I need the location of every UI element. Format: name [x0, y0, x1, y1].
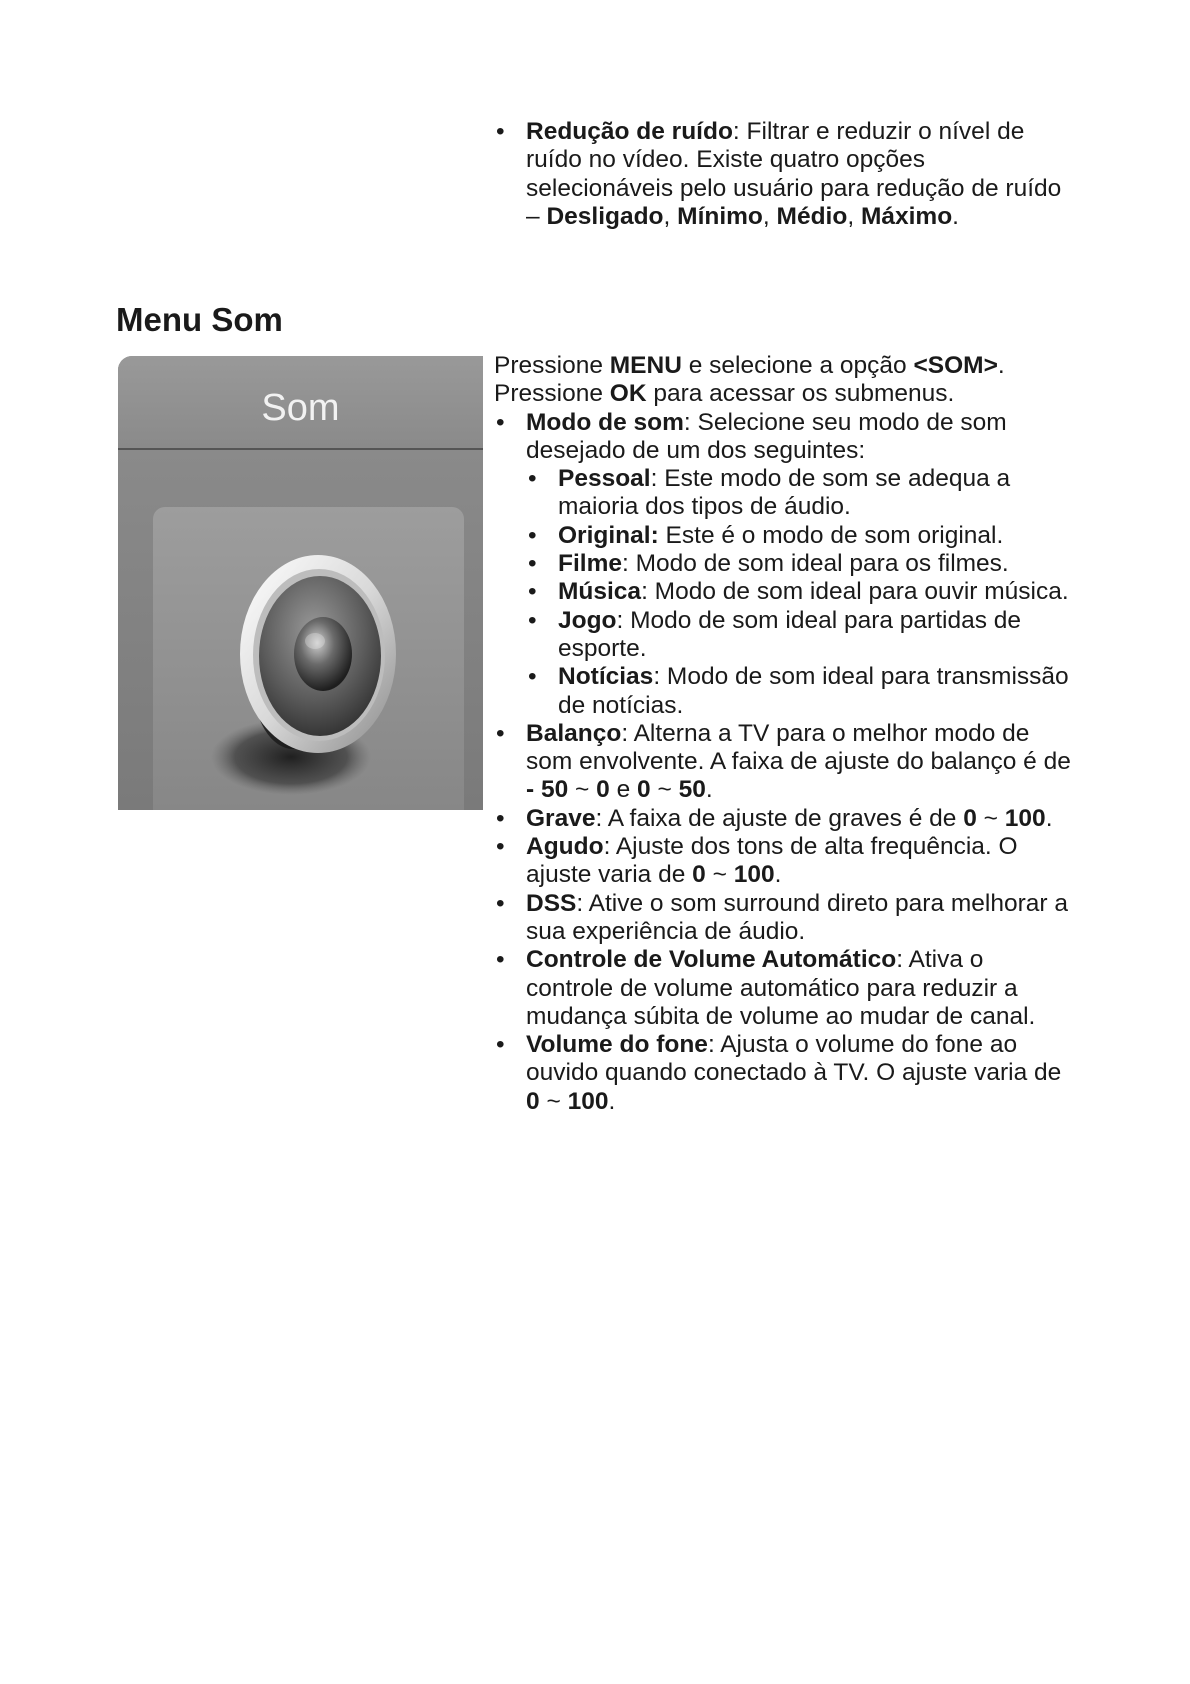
punctuation: .: [952, 202, 959, 230]
item-text: : Modo de som ideal para transmissão de notícias.: [558, 663, 1069, 719]
value-max: 100: [733, 861, 775, 889]
term-dss: DSS: [526, 889, 577, 917]
value-mid: 0: [637, 776, 651, 804]
item-text: : A faixa de ajuste de graves é de: [595, 804, 964, 832]
noise-reduction-list: [494, 118, 1074, 231]
punctuation: .: [997, 352, 1005, 379]
value-max: 50: [678, 776, 706, 804]
sound-menu-screen: [118, 356, 483, 810]
option-medio: Médio: [776, 202, 848, 230]
menu-key: MENU: [609, 352, 682, 379]
list-item-auto-volume: [494, 946, 1074, 1031]
intro-paragraph-2: [494, 380, 1074, 408]
term-modo-de-som: Modo de som: [526, 408, 684, 436]
range-sep: ~: [568, 776, 597, 804]
list-item-modo-de-som: [494, 409, 1074, 720]
term-grave: Grave: [526, 804, 596, 832]
range-sep: ~: [705, 861, 734, 889]
item-text: : Filtrar e reduzir o nível de ruído no vídeo. Existe quatro opções selecionáveis pelo usuário para redução de ruído –: [526, 118, 1062, 230]
term-balanco: Balanço: [526, 719, 622, 747]
punctuation: .: [1045, 804, 1053, 832]
separator: ,: [663, 202, 678, 230]
item-text: : Este modo de som se adequa a maioria dos tipos de áudio.: [558, 465, 1011, 521]
option-maximo: Máximo: [860, 202, 953, 230]
item-text: : Ativa o controle de volume automático para reduzir a mudança súbita de volume ao mudar de canal.: [526, 946, 1036, 1030]
term-agudo: Agudo: [526, 833, 604, 861]
punctuation: .: [608, 1087, 616, 1115]
value-min: 0: [692, 861, 706, 889]
list-item-dss: [494, 890, 1074, 947]
term-jogo: Jogo: [558, 606, 617, 634]
punctuation: .: [705, 776, 713, 804]
list-item-balanco: [494, 720, 1074, 805]
item-text: : Ajuste dos tons de alta frequência. O ajuste varia de: [526, 833, 1018, 889]
term-filme: Filme: [558, 550, 622, 578]
value-max: 100: [1004, 804, 1046, 832]
option-desligado: Desligado: [546, 202, 664, 230]
ok-key: OK: [609, 380, 647, 408]
list-item-noise-reduction: [494, 118, 1074, 231]
item-text: : Ajusta o volume do fone ao ouvido quando conectado à TV. O ajuste varia de: [526, 1031, 1062, 1087]
term-noticias: Notícias: [558, 663, 654, 691]
intro-text: Pressione: [494, 380, 610, 408]
item-text: : Selecione seu modo de som desejado de um dos seguintes:: [526, 408, 1007, 464]
sound-menu-description: [494, 352, 1074, 1116]
sound-menu-tile: [153, 507, 464, 810]
range-sep: e: [609, 776, 638, 804]
term-auto-volume: Controle de Volume Automático: [526, 946, 897, 974]
punctuation: .: [774, 861, 782, 889]
term-original: Original:: [558, 521, 659, 549]
term-musica: Música: [558, 578, 642, 606]
list-item-pessoal: [526, 465, 1074, 522]
speaker-icon: [153, 507, 464, 810]
separator: ,: [847, 202, 861, 230]
screen-header: [118, 356, 483, 450]
list-item-filme: [526, 550, 1074, 578]
range-sep: ~: [539, 1087, 568, 1115]
value-min: - 50: [526, 776, 569, 804]
option-minimo: Mínimo: [677, 202, 763, 230]
list-item-jogo: [526, 607, 1074, 664]
intro-text: e selecione a opção: [681, 352, 914, 379]
som-option: <SOM>: [913, 352, 998, 379]
list-item-original: [526, 522, 1074, 550]
range-sep: ~: [650, 776, 679, 804]
list-item-agudo: [494, 833, 1074, 890]
screen-title: Som: [261, 387, 340, 429]
term-headphone-volume: Volume do fone: [526, 1031, 708, 1059]
item-text: : Modo de som ideal para ouvir música.: [641, 578, 1069, 606]
item-text: : Alterna a TV para o melhor modo de som envolvente. A faixa de ajuste do balanço é de: [526, 719, 1071, 776]
item-text: : Ative o som surround direto para melhorar a sua experiência de áudio.: [526, 889, 1068, 945]
list-item-noticias: [526, 663, 1074, 720]
range-sep: ~: [976, 804, 1005, 832]
sound-mode-sublist: [526, 465, 1074, 720]
item-text: Este é o modo de som original.: [658, 521, 1004, 549]
noise-reduction-section: [494, 118, 1074, 231]
value-min: 0: [963, 804, 977, 832]
intro-paragraph-1: [494, 352, 1074, 380]
sound-options-list: [494, 409, 1074, 1116]
intro-text: para acessar os submenus.: [646, 380, 955, 408]
item-text: : Modo de som ideal para os filmes.: [622, 550, 1009, 578]
item-text: : Modo de som ideal para partidas de esporte.: [558, 606, 1022, 662]
term-pessoal: Pessoal: [558, 465, 651, 493]
list-item-musica: [526, 578, 1074, 606]
section-title: Menu Som: [116, 301, 283, 338]
intro-text: Pressione: [494, 352, 610, 379]
value-mid: 0: [596, 776, 610, 804]
value-max: 100: [567, 1087, 609, 1115]
value-min: 0: [526, 1087, 540, 1115]
list-item-headphone-volume: [494, 1031, 1074, 1116]
term-noise-reduction: Redução de ruído: [526, 118, 733, 145]
list-item-grave: [494, 805, 1074, 833]
separator: ,: [762, 202, 777, 230]
